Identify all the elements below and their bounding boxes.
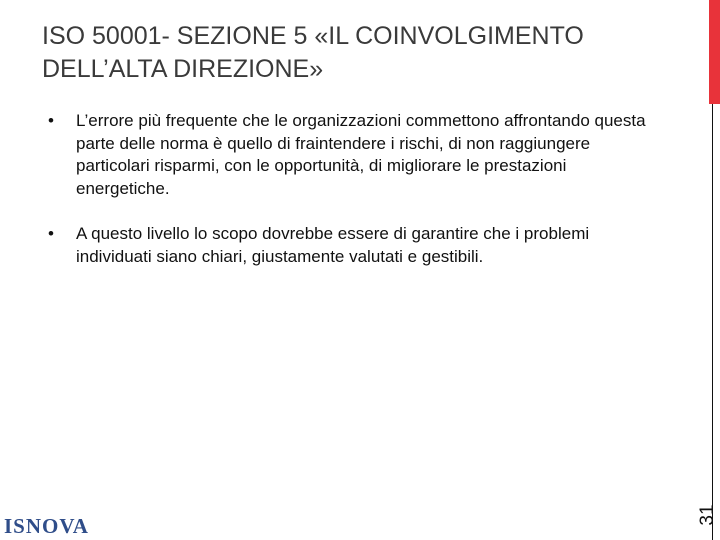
- bullet-text: L’errore più frequente che le organizzazioni commettono affrontando questa parte delle norma è quello di fraintendere i rischi, di non raggiungere particolari risparmi, con le opportunità, di migliorare le prestazioni energetiche.: [76, 111, 646, 198]
- side-divider: [712, 104, 713, 540]
- bullet-item: [48, 223, 648, 268]
- bullet-marker: •: [48, 224, 54, 243]
- bullet-marker: •: [48, 111, 54, 130]
- isnova-logo: ISNOVA: [4, 514, 89, 538]
- bullet-text: A questo livello lo scopo dovrebbe essere di garantire che i problemi individuati siano chiari, giustamente valutati e gestibili.: [76, 224, 590, 266]
- slide-title-line-1: ISO 50001- SEZIONE 5 «IL COINVOLGIMENTO: [42, 22, 584, 50]
- slide-title-line-2: DELL’ALTA DIREZIONE»: [42, 55, 324, 83]
- accent-bar: [709, 0, 720, 104]
- slide-title: [42, 20, 662, 86]
- bullet-item: [48, 110, 648, 200]
- bullet-list: [48, 110, 648, 291]
- page-number: 31: [697, 504, 718, 526]
